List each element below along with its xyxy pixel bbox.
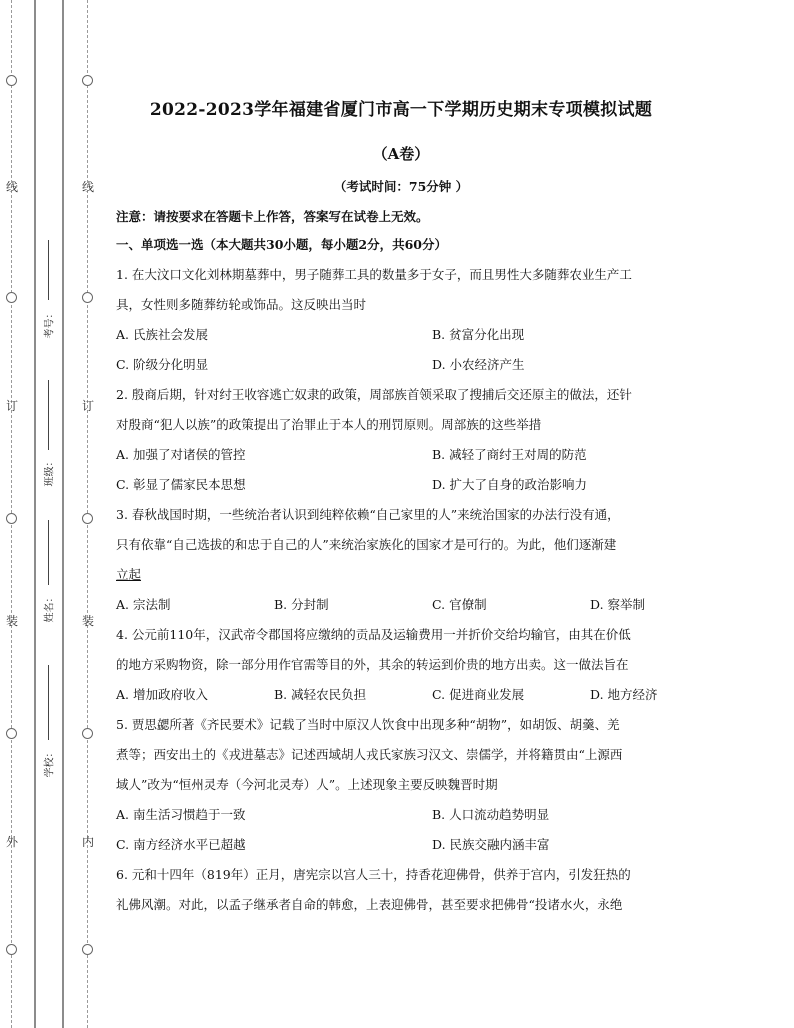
question-line: 3. 春秋战国时期，一些统治者认识到纯粹依赖“自己家里的人”来统治国家的办法行没有通， bbox=[116, 507, 620, 522]
exam-content bbox=[116, 98, 686, 920]
question-line: 4. 公元前110年，汉武帝令郡国将应缴纳的贡品及运输费用一并折价交给均输官，由其在价低 bbox=[116, 627, 631, 642]
question-line: 只有依靠“自己选拔的和忠于自己的人”来统治家族化的国家才是可行的。为此，他们逐渐建 bbox=[116, 537, 617, 552]
field-label-class: 班级： bbox=[44, 456, 56, 487]
inner-char-xian: 线 bbox=[81, 180, 94, 194]
binding-hole bbox=[82, 728, 93, 739]
question-line: 域人”改为“恒州灵寿（今河北灵寿）人”。上述现象主要反映魏晋时期 bbox=[116, 777, 498, 792]
question-5-options bbox=[116, 800, 686, 860]
binding-hole bbox=[6, 728, 17, 739]
inner-char-ding: 订 bbox=[81, 399, 94, 413]
question-1 bbox=[116, 260, 686, 320]
exam-number-blank[interactable] bbox=[48, 240, 49, 300]
question-3-options bbox=[116, 590, 686, 620]
binding-hole bbox=[6, 292, 17, 303]
binding-hole bbox=[6, 944, 17, 955]
notice: 注意：请按要求在答题卡上作答，答案写在试卷上无效。 bbox=[116, 209, 429, 224]
field-label-name: 姓名： bbox=[44, 592, 56, 623]
school-blank[interactable] bbox=[48, 665, 49, 740]
binding-hole bbox=[82, 75, 93, 86]
option-c[interactable]: C. 彰显了儒家民本思想 bbox=[116, 477, 246, 492]
question-line: 立起 bbox=[116, 567, 142, 582]
question-line: 2. 殷商后期，针对纣王收容逃亡奴隶的政策，周部族首领采取了搜捕后交还原主的做法，还针 bbox=[116, 387, 632, 402]
section-heading: 一、单项选一选（本大题共30小题，每小题2分，共60分） bbox=[116, 237, 447, 252]
question-line: 1. 在大汶口文化刘林期墓葬中，男子随葬工具的数量多于女子，而且男性大多随葬农业生产工 bbox=[116, 267, 632, 282]
option-a[interactable]: A. 宗法制 bbox=[116, 597, 171, 612]
field-label-school: 学校： bbox=[44, 747, 56, 778]
binding-hole bbox=[82, 513, 93, 524]
option-b[interactable]: B. 分封制 bbox=[274, 597, 329, 612]
exam-time: （考试时间：75分钟 ） bbox=[333, 179, 469, 194]
page-title: 2022-2023学年福建省厦门市高一下学期历史期末专项模拟试题 bbox=[149, 100, 653, 120]
question-line: 煮等；西安出土的《戎进墓志》记述西域胡人戎氏家族习汉文、崇儒学，并将籍贯由“上源西 bbox=[116, 747, 623, 762]
question-6 bbox=[116, 860, 686, 920]
option-b[interactable]: B. 人口流动趋势明显 bbox=[432, 807, 550, 822]
question-line: 6. 元和十四年（819年）正月，唐宪宗以宫人三十，持香花迎佛骨，供养于宫内，引发狂热的 bbox=[116, 867, 631, 882]
binding-strip bbox=[36, 0, 62, 1028]
option-c[interactable]: C. 促进商业发展 bbox=[432, 687, 525, 702]
field-label-exam-number: 考号： bbox=[44, 308, 56, 339]
option-a[interactable]: A. 增加政府收入 bbox=[116, 687, 208, 702]
question-2 bbox=[116, 380, 686, 440]
option-d[interactable]: D. 扩大了自身的政治影响力 bbox=[432, 477, 588, 492]
outer-char-zhuang: 装 bbox=[5, 614, 18, 628]
outer-char-xian: 线 bbox=[5, 180, 18, 194]
binding-hole bbox=[6, 75, 17, 86]
option-b[interactable]: B. 减轻农民负担 bbox=[274, 687, 367, 702]
option-c[interactable]: C. 官僚制 bbox=[432, 597, 487, 612]
question-4 bbox=[116, 620, 686, 680]
option-a[interactable]: A. 南生活习惯趋于一致 bbox=[116, 807, 246, 822]
question-line: 对殷商“犯人以族”的政策提出了治罪止于本人的刑罚原则。周部族的这些举措 bbox=[116, 417, 542, 432]
option-b[interactable]: B. 减轻了商纣王对周的防范 bbox=[432, 447, 587, 462]
option-d[interactable]: D. 地方经济 bbox=[590, 687, 658, 702]
binding-hole bbox=[82, 944, 93, 955]
binding-hole bbox=[6, 513, 17, 524]
option-a[interactable]: A. 加强了对诸侯的管控 bbox=[116, 447, 246, 462]
question-4-options bbox=[116, 680, 686, 710]
name-blank[interactable] bbox=[48, 520, 49, 585]
binding-hole bbox=[82, 292, 93, 303]
question-line: 的地方采购物资，除一部分用作官需等目的外，其余的转运到价贵的地方出卖。这一做法旨在 bbox=[116, 657, 629, 672]
question-line: 礼佛风潮。对此，以孟子继承者自命的韩愈，上表迎佛骨，甚至要求把佛骨“投诸水火，永绝 bbox=[116, 897, 623, 912]
option-a[interactable]: A. 氏族社会发展 bbox=[116, 327, 208, 342]
class-blank[interactable] bbox=[48, 380, 49, 450]
question-line: 具，女性则多随葬纺轮或饰品。这反映出当时 bbox=[116, 297, 367, 312]
option-b[interactable]: B. 贫富分化出现 bbox=[432, 327, 525, 342]
question-2-options bbox=[116, 440, 686, 500]
option-c[interactable]: C. 南方经济水平已超越 bbox=[116, 837, 246, 852]
option-d[interactable]: D. 民族交融内涵丰富 bbox=[432, 837, 550, 852]
question-3 bbox=[116, 500, 686, 590]
outer-char-ding: 订 bbox=[5, 399, 18, 413]
inner-char-nei: 内 bbox=[81, 835, 94, 849]
option-d[interactable]: D. 小农经济产生 bbox=[432, 357, 525, 372]
option-c[interactable]: C. 阶级分化明显 bbox=[116, 357, 209, 372]
question-5 bbox=[116, 710, 686, 800]
paper-version: （A卷） bbox=[372, 145, 430, 163]
question-line: 5. 贾思勰所著《齐民要术》记载了当时中原汉人饮食中出现多种“胡物”，如胡饭、胡羹、羌 bbox=[116, 717, 620, 732]
outer-char-wai: 外 bbox=[5, 835, 18, 849]
question-1-options bbox=[116, 320, 686, 380]
option-d[interactable]: D. 察举制 bbox=[590, 597, 646, 612]
inner-char-zhuang: 装 bbox=[81, 614, 94, 628]
